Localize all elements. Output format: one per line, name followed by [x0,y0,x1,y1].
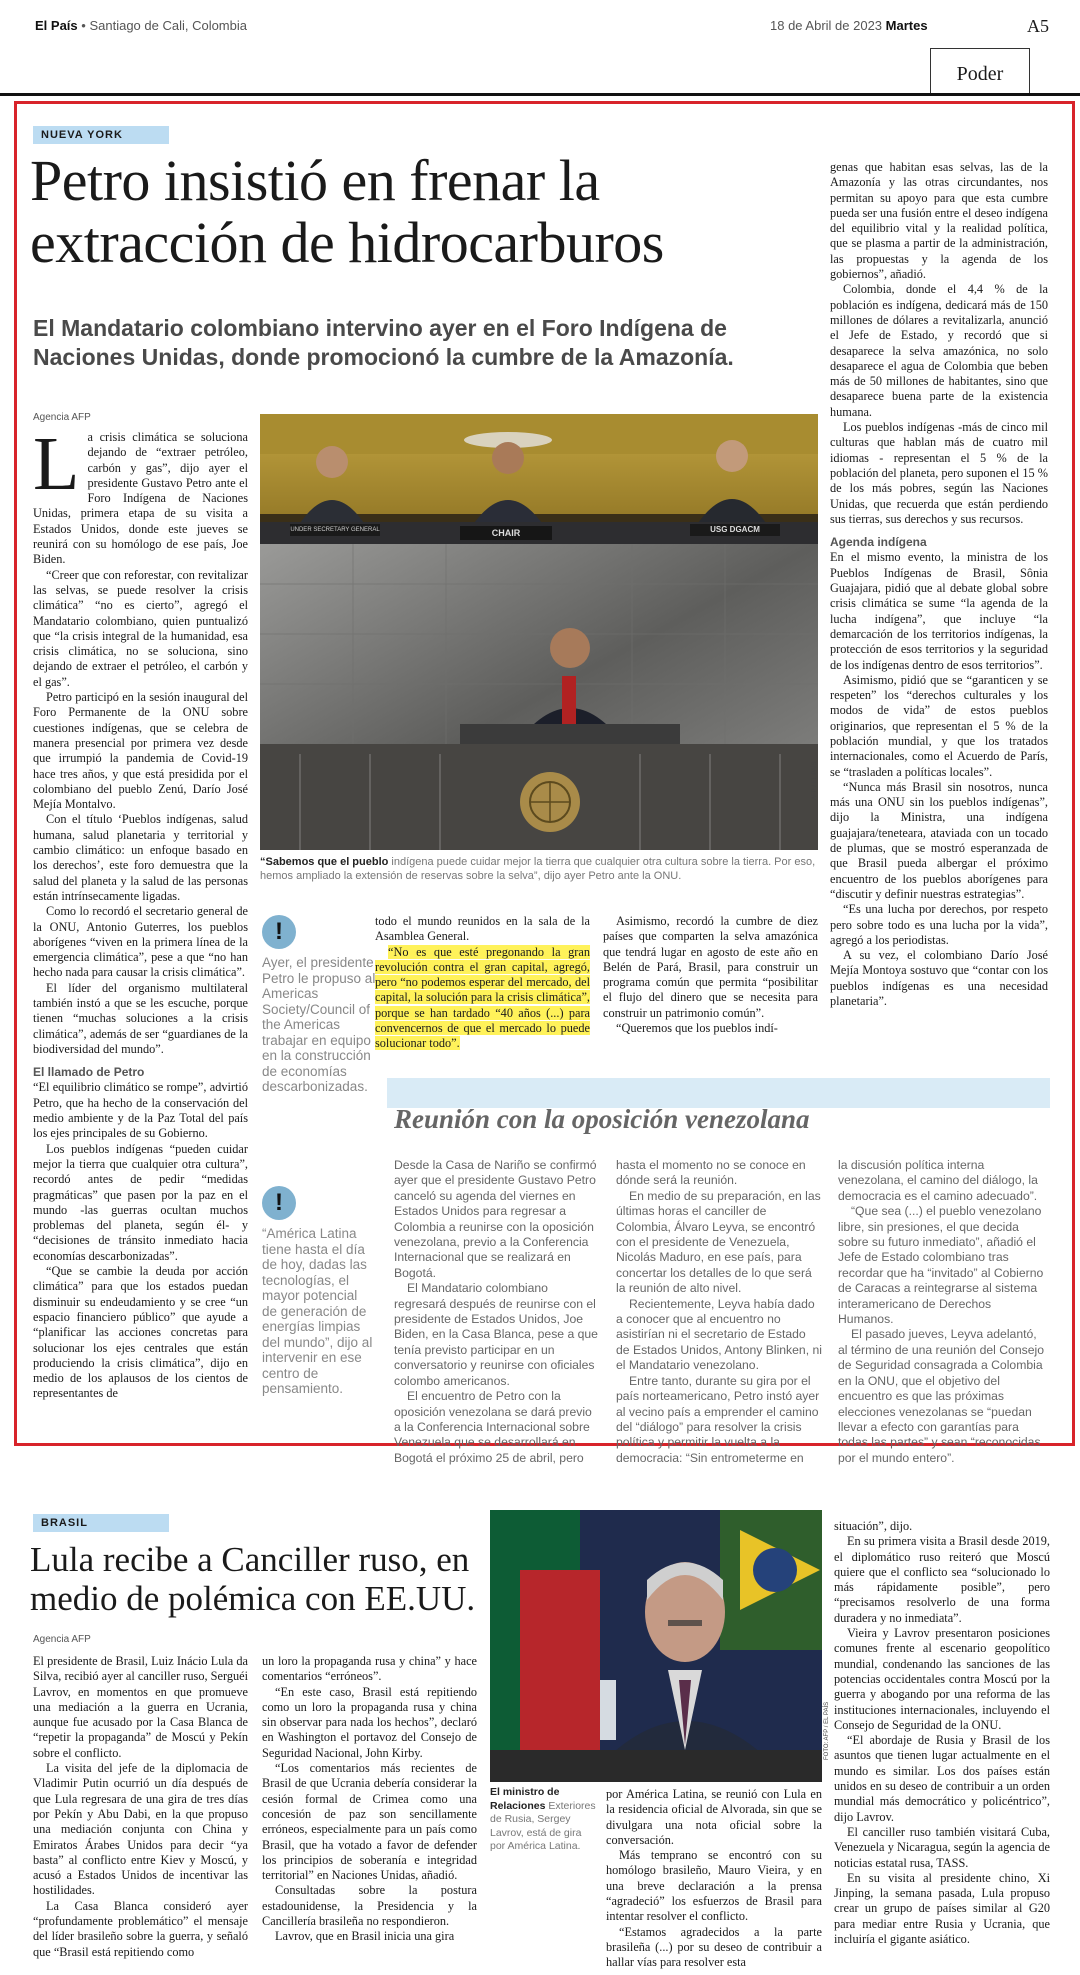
paragraph: Vieira y Lavrov presentaron posiciones comunes frente al escenario geopolítico mundial, condenando las sanciones de las potencias occidentales contra Moscú por la guerra y abogando por una reforma de las instituciones internacionales, incluyendo el Consejo de Seguridad de la ONU. [834,1626,1050,1732]
photo-caption [260,855,818,883]
kicker-brasil: BRASIL [33,1514,169,1532]
photo-un-assembly [260,414,818,850]
paragraph: “Estamos agradecidos a la parte brasileña (...) por su deseo de contribuir a hallar vías para resolver esta [606,1924,822,1970]
paragraph: “Creer que con reforestar, con revitalizar las selvas, se puede resolver la crisis climática” “no es cierto”, agregó el Mandatario colombiano, quien puntualizó que “la crisis integral de la humanidad, esa crisis climática, no se soluciona, sino dejando de extraer el petróleo, el carbón y el gas”. [33,567,248,689]
paragraph: El canciller ruso también visitará Cuba, Venezuela y Nicaragua, según la agencia de noticias estatal rusa, TASS. [834,1824,1050,1870]
dais-label-center: CHAIR [491,528,521,538]
subhead-agenda: Agenda indígena [830,535,927,550]
paragraph: En su visita al presidente chino, Xi Jinping, la semana pasada, Lula propuso crear un grupo de países similar al G20 para mediar entre Rusia y Ucrania, que incluiría el gigante asiático. [834,1870,1050,1947]
story2-column-3 [606,1787,822,1971]
paragraph: El pasado jueves, Leyva adelantó, al término de una reunión del Consejo de Seguridad consagrada a Colombia en la ONU, que el objetivo del encuentro es que las próximas elecciones venezolanas se “puedan llevar a efecto con garantías para todas las partes” y sean “reconocidas por el mundo entero”. [838,1327,1044,1465]
highlight-text: “No es que esté pregonando la gran revolución contra el gran capital, agregó, pero “no podemos esperar del mercado, del capital, la solución para la crisis climática”, porque se han tardado “40 años (...) para convencernos de que el mercado lo puede solucionar todo”. [375,944,590,1051]
paragraph: En medio de su preparación, en las últimas horas el canciller de Colombia, Álvaro Leyva, se encontró con el presidente de Venezuela, Nicolás Maduro, en ese país, para concertar los detalles de lo que será la reunión de alto nivel. [616,1188,821,1296]
paragraph: Desde la Casa de Nariño se confirmó ayer que el presidente Gustavo Petro canceló su agenda del viernes en Estados Unidos para regresar a Colombia a reunirse con la oposición venezolana, previo a la Conferencia Internacional que se realizará en Bogotá. [394,1158,597,1280]
story2-column-1 [33,1654,248,1960]
paragraph: Asimismo, pidió que se “garanticen y se respeten” los “derechos culturales y los modos de vida” de estos pueblos originarios, que representan el 5 % de la población mundial, y que los tratados internacionales, como el Acuerdo de París, se “trasladen a políticas locales”. [830,672,1048,779]
pull-quote-text: Ayer, el presidente Petro le propuso al Americas Society/Council of the Americas trabajar en equipo en la construcción de economías descarbonizadas. [262,955,376,1094]
masthead-date [770,18,928,33]
weekday: Martes [885,18,928,33]
story2-column-2 [262,1654,477,1945]
paragraph: Recientemente, Leyva había dado a conocer que al encuentro no asistirían ni el secretario de Estado de Estados Unidos, Antony Blinken, ni el Mandatario venezolano. [616,1296,822,1373]
paragraph: Colombia, donde el 4,4 % de la población es indígena, dedicará más de 150 millones de dólares a revitalizarla, anunció el Jefe de Estado, y recordó que si desaparece la selva amazónica, no solo desaparece el agua de Colombia que beben más de 50 millones de habitantes, sino que desaparece buena parte de la existencia humana. [830,282,1048,419]
paragraph: El Mandatario colombiano regresará después de reunirse con el presidente de Estados Unidos, Joe Biden, en la Casa Blanca, pese a que tenía previsto participar en un conversatorio y reunirse con oficiales colombo americanos. [394,1281,598,1388]
photo-illustration [260,414,818,850]
caption-lead: El ministro de Relaciones [490,1786,560,1812]
exclamation-icon: ! [262,1186,296,1220]
un-emblem-icon [520,772,580,832]
deck: El Mandatario colombiano intervino ayer en el Foro Indígena de Naciones Unidas, donde promocionó la cumbre de la Amazonía. [33,315,734,370]
section-name: Poder [956,63,1004,85]
pull-quote-1 [262,915,376,1095]
city: Santiago de Cali, Colombia [89,18,247,33]
page-number: A5 [1027,16,1049,36]
paragraph: situación”, dijo. [834,1519,913,1533]
story1-column-3 [375,914,590,1052]
paragraph: “Queremos que los pueblos indí- [616,1021,778,1036]
photo-caption-2 [490,1786,598,1854]
paragraph: “Los comentarios más recientes de Brasil de que Ucrania debería considerar la cesión formal de Crimea como una concesión de paz son sencillamente erróneos, especialmente para un país como Brasil, que ha votado a favor de defender los principios de soberanía e integridad territorial” en Naciones Unidas, añadió. [262,1761,477,1883]
story2-column-4 [834,1519,1050,1947]
paragraph: “El equilibrio climático se rompe”, advirtió Petro, que ha hecho de la conservación del medio ambiente y de la Paz Total del país los ejes principales de su Gobierno. [33,1080,248,1141]
story1-column-1 [33,422,248,1402]
subhead-llamado: El llamado de Petro [33,1065,145,1080]
paragraph: “Que sea (...) el pueblo venezolano libre, sin presiones, el que decida sobre su futuro inmediato”, añadió el Jefe de Estado colombiano tras recordar que ha “invitado” al Cobierno de Caracas a reintegrarse al sistema interamericano de Derechos Humanos. [838,1204,1044,1327]
paragraph: “Nunca más Brasil sin nosotros, nunca más una ONU sin los pueblos indígenas”, dijo la Ministra, una indígena guajajara/teneteara, ataviada con un tocado de plumas, que se mostró esperanzada de que Brasil pueda albergar el próximo encuentro de los pueblos aborígenes para “discutir y definir nuestras estrategias”. [830,779,1048,901]
pull-quote-2 [262,1186,376,1397]
paragraph: Asimismo, recordó la cumbre de diez países que comparten la selva amazónica que tendrá lugar en agosto de este año en Belén de Pará, Brasil, para construir un programa común que permita “posibilitar el flujo del dinero que se necesita para construir un patrimonio común”. [603,914,818,1020]
story1-column-5 [830,160,1048,1009]
paragraph: “Es una lucha por derechos, por respeto pero sobre todo es una lucha por la vida”, agregó a los periodistas. [830,902,1048,947]
caption-text: Exteriores de Rusia, Sergey Lavrov, está de gira por América Latina. [490,1799,596,1852]
kicker-nueva-york: NUEVA YORK [33,126,169,144]
paragraph: Consultadas sobre la postura estadounidense, la Presidencia y la Cancillería brasileña no respondieron. [262,1883,477,1929]
paragraph: “En este caso, Brasil está repitiendo como un loro la propaganda rusa y china sin observar para nada los hechos”, declaró en Washington el portavoz del Consejo de Seguridad Nacional, John Kirby. [262,1684,477,1760]
headline-line-1: Petro insistió en frenar la [30,148,600,213]
photo-credit-2: FOTO: AFP / EL PAÍS [824,1701,830,1760]
paragraph: genas que habitan esas selvas, las de la Amazonía y las otras circundantes, nos permitan su apoyo para que esta cumbre pueda ser una fusión entre el deseo indígena del equilibrio vital y la realidad política, que se plasma a partir de la administración, las propuestas y la agenda de los gobiernos”, añadió. [830,160,1048,282]
story1-column-4 [603,914,818,1036]
headline-2-line-1: Lula recibe a Canciller ruso, en [30,1540,470,1579]
photo-lavrov [490,1510,822,1782]
sidebar-column-1 [394,1158,600,1466]
paragraph: Lavrov, que en Brasil inicia una gira [275,1929,455,1944]
paragraph: En el mismo evento, la ministra de los Pueblos Indígenas de Brasil, Sônia Guajajara, pidió que al debate global sobre crisis climática se sume “la agenda de la lucha indígena”, que incluye “la demarcación de los territorios indígenas, la protección de esos territorios y la seguridad de los indígenas dentro de esos territorios”. [830,550,1048,672]
dais-label-left: UNDER SECRETARY GENERAL [290,527,380,533]
photo-credit: AFP / EL PAÍS [812,761,818,800]
dropcap: L [33,422,80,506]
paragraph: “El abordaje de Rusia y Brasil de los asuntos que tienen lugar actualmente en el mundo es similar. Los dos países están unidos en su deseo de contribuir a un orden mundial más democrático y policéntrico”, dijo Lavrov. [834,1733,1050,1824]
headline-2-line-2: medio de polémica con EE.UU. [30,1579,476,1618]
header-rule [0,93,1080,96]
caption-lead: “Sabemos que el pueblo [260,856,389,868]
paper-name: El País [35,18,78,33]
paragraph: La Casa Blanca consideró ayer “profundamente problemático” el mensaje del líder brasileño sobre la guerra, y señaló que “Brasil está repitiendo como [33,1898,248,1959]
byline-2: Agencia AFP [33,1634,91,1645]
paragraph: Petro participó en la sesión inaugural del Foro Permanente de la ONU sobre cuestiones indígenas, que se celebra de manera presencial por primera vez desde que irrumpió la pandemia de Covid-19 hace tres años, y que está presidida por el colombiano del pueblo Zenú, Darío José Mejía Montalvo. [33,690,248,812]
paragraph: Con el título ‘Pueblos indígenas, salud humana, salud planetaria y territorial y cambio climático: un enfoque basado en los derechos’, este foro demuestra que la salud del planeta y la salud de las personas están intrínsecamente ligadas. [33,812,248,903]
paragraph: la discusión política interna venezolana, el camino del diálogo, la democracia es el camino adecuado”. [838,1158,1038,1203]
separator-dot: • [81,18,86,33]
byline: Agencia AFP [33,412,91,423]
headline [30,150,664,274]
paragraph: Los pueblos indígenas -más de cinco mil culturas que hablan más de cuatro mil idiomas - representan el 5 % de la población del planeta, pero suponen el 15 % de los más pobres, según las Naciones Unidas, que recuerda que están perdiendo sus tierras, sus derechos y sus recursos. [830,420,1048,526]
paragraph: El líder del organismo multilateral también instó a que se les escuche, porque tienen “muchas soluciones a la crisis climática”, además de ser “guardianes de la biodiversidad del mundo”. [33,980,248,1056]
paragraph: un loro la propaganda rusa y china” y hace comentarios “erróneos”. [262,1654,477,1684]
exclamation-icon: ! [262,915,296,949]
sidebar-column-2 [616,1158,822,1466]
dais-label-right: USG DGACM [710,525,760,534]
caption-text: indígena puede cuidar mejor la tierra que cualquier otra cultura sobre la tierra. Por eso, hemos ampliado la extensión de reservas sobre la selva”, dijo ayer Petro ante la ONU. [260,856,816,882]
paragraph: La visita del jefe de la diplomacia de Vladimir Putin ocurrió un día después de que Lula regresara de una gira de tres días por Pekín y Abu Dabi, en la que propuso una mediación conjunta con China y Emiratos Árabes Unidos para decir “ya basta” al conflicto entre Kiev y Moscú, y acusó a Estados Unidos de incentivar las hostilidades. [33,1761,248,1898]
date: 18 de Abril de 2023 [770,18,883,33]
paragraph: El presidente de Brasil, Luiz Inácio Lula da Silva, recibió ayer al canciller ruso, Serguéi Lavrov, en momentos en que promueve una mediación a la guerra en Ucrania, aunque fue acusado por la Casa Blanca de “repetir la propaganda” de Moscú y Pekín sobre el conflicto. [33,1654,248,1760]
paragraph: todo el mundo reunidos en la sala de la Asamblea General. [375,914,590,944]
paragraph: En su primera visita a Brasil desde 2019, el diplomático ruso reiteró que Moscú quiere que el conflicto sea “solucionado lo más rápidamente posible”, pero “precisamos resolverlo de una forma duradera y no inmediata”. [834,1534,1050,1625]
sidebar-title: Reunión con la oposición venezolana [394,1104,810,1134]
paragraph: Los pueblos indígenas “pueden cuidar mejor la tierra que cualquier otra cultura”, recordó antes de pedir “medidas pragmáticas” que pasen por la paz en el mundo -las guerras ocultan muchos problemas del planeta, según él- y “decisiones de tránsito inmediato hacia economías descarbonizadas”. [33,1141,248,1263]
paragraph: A su vez, el colombiano Darío José Mejía Montoya sostuvo que “contar con los pueblos indígenas es una necesidad planetaria”. [830,948,1048,1009]
paragraph: Como lo recordó el secretario general de la ONU, Antonio Guterres, los pueblos aborígenes “viven en la primera línea de la emergencia climática”, pese a que “no han hecho nada para causar la crisis climática”. [33,904,248,980]
photo-illustration [490,1510,822,1782]
paragraph: a crisis climática se soluciona dejando de “extraer petróleo, carbón y gas”, dijo ayer el presidente Gustavo Petro ante el Foro Indígena de Naciones Unidas, primera etapa de su visita a Estados Unidos, donde este jueves se reunirá con su homólogo de ese país, Joe Biden. [33,430,248,567]
paragraph: “Que se cambie la deuda por acción climática” para que los estados puedan disminuir su endeudamiento y se cree “un espacio financiero público” que ayude a “planificar las acciones concretas para solucionar los ejes centrales que están produciendo la crisis climática”, dijo en medio de los aplausos de los cientos de representantes de [33,1264,248,1401]
paragraph: Entre tanto, durante su gira por el país norteamericano, Petro instó ayer al vecino país a emprender el camino del “diálogo” para resolver la crisis política y permitir la vuelta a la democracia: “Sin entrometerme en [616,1373,820,1465]
section-tab [930,48,1030,93]
paragraph: por América Latina, se reunió con Lula en la residencia oficial de Alvorada, sin que se divulgara una nota oficial sobre la conversación. [606,1787,822,1847]
headline-2 [30,1540,475,1618]
paragraph: Más temprano se encontró con su homólogo brasileño, Mauro Vieira, y en una breve declaración a la prensa “agradeció” los esfuerzos de Brasil para intentar resolver el conflicto. [606,1848,822,1924]
pull-quote-text: “América Latina tiene hasta el día de hoy, dadas las tecnologías, el mayor potencial de generación de energías limpias del mundo”, dijo al intervenir en ese centro de pensamiento. [262,1226,373,1396]
highlighted-quote [375,945,590,1052]
headline-line-2: extracción de hidrocarburos [30,210,664,275]
paragraph: hasta el momento no se conoce en dónde será la reunión. [616,1158,806,1188]
masthead-left [35,18,247,33]
sidebar-column-3 [838,1158,1048,1466]
paragraph: El encuentro de Petro con la oposición venezolana se dará previo a la Conferencia Internacional sobre Venezuela que se desarrollará en Bogotá el próximo 25 de abril, pero [394,1389,592,1465]
